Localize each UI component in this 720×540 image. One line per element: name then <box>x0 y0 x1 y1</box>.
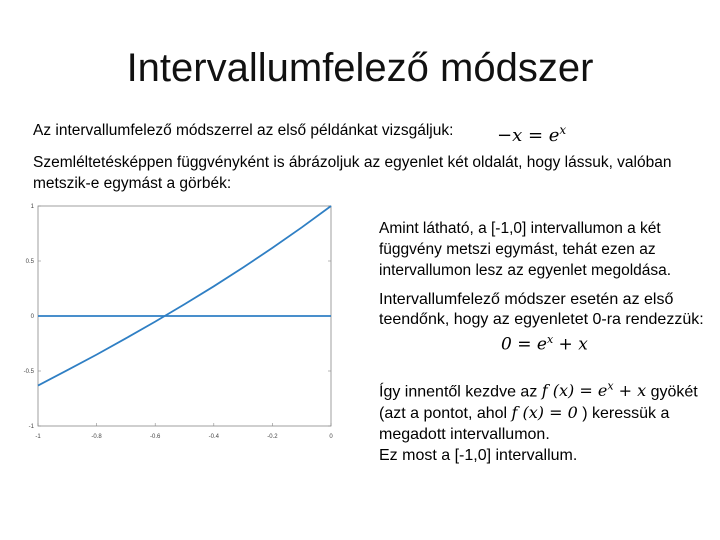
step3-text: Ez most a [-1,0] intervallum. <box>379 447 578 465</box>
x-tick-label: -0.4 <box>208 434 219 440</box>
step2-part2: gyökét (azt a pontot, ahol <box>379 383 698 423</box>
observation-text: Amint látható, a [-1,0] intervallumon a két függvény metszi egymást, tehát ezen az intervallumon lesz az egyenlet megoldása. <box>379 220 672 279</box>
step1-text: Intervallumfelező módszer esetén az első teendőnk, hogy az egyenletet 0-ra rendezzük: <box>379 291 704 328</box>
step1-formula-lhs: 0 = e <box>501 334 547 355</box>
x-tick-label: -0.2 <box>267 434 278 440</box>
y-tick-label: -1 <box>28 424 34 430</box>
slide-title: Intervallumfelező módszer <box>126 46 594 90</box>
y-tick-label: -0.5 <box>23 369 34 375</box>
step1-formula-exp: x <box>546 333 554 346</box>
y-tick-label: 0 <box>30 314 34 320</box>
step2-function <box>542 381 646 400</box>
function-plot <box>20 198 340 448</box>
intro-text: Az intervallumfelező módszerrel az első példánkat vizsgáljuk: <box>33 122 454 139</box>
y-tick-label: 1 <box>30 204 34 210</box>
step2-root-condition: f (x) = 0 <box>511 403 578 423</box>
step2-part1: Így innentől kezdve az <box>379 383 542 401</box>
step2-text <box>379 376 719 466</box>
intro-formula <box>497 118 566 148</box>
x-tick-label: -0.6 <box>150 434 161 440</box>
step2-part3: ) keressük a megadott intervallumon. <box>379 405 670 444</box>
step2-exp: x <box>607 380 614 393</box>
step1-formula <box>501 333 588 355</box>
description-text: Szemléltetésképpen függvényként is ábrázoljuk az egyenlet két oldalát, hogy lássuk, valóban metszik-e egymást a görbék: <box>33 154 672 192</box>
x-tick-label: -1 <box>35 434 41 440</box>
x-tick-label: -0.8 <box>91 434 102 440</box>
step2-f-rhs: + x <box>613 381 647 401</box>
step1-formula-rhs: + x <box>553 334 588 355</box>
formula-exp: x <box>559 123 567 137</box>
plot-svg <box>20 198 340 448</box>
step2-f: f (x) = e <box>541 381 608 401</box>
x-tick-label: 0 <box>329 434 333 440</box>
formula-lhs: −x <box>497 125 523 146</box>
y-tick-label: 0.5 <box>25 259 34 265</box>
formula-eq: = e <box>522 125 560 146</box>
